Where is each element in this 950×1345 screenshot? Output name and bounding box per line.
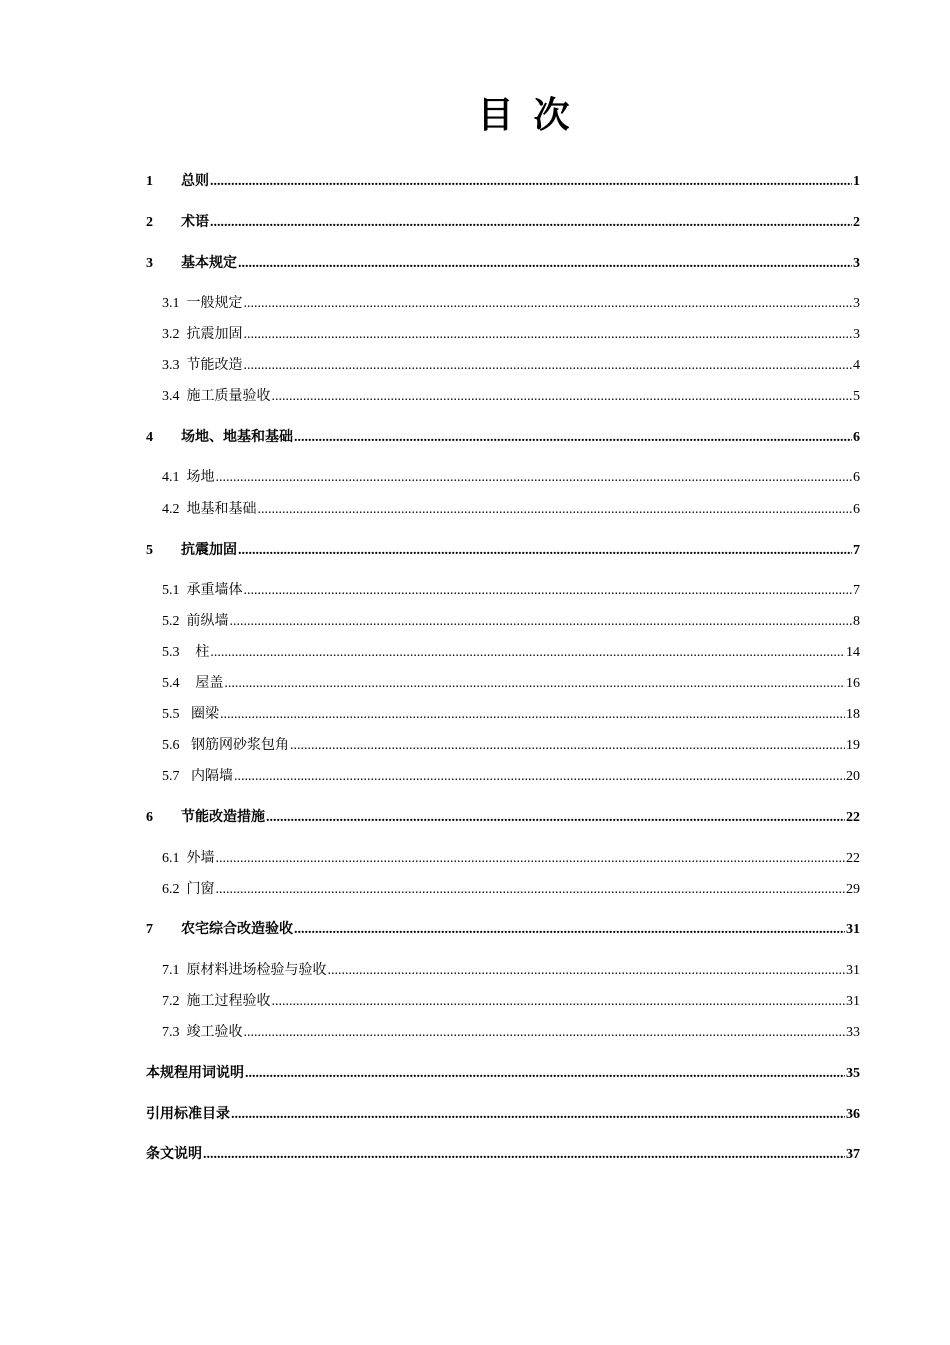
toc-entry-number: 1 <box>146 174 153 189</box>
toc-entry-number: 3.1 <box>162 296 180 311</box>
page-title-char-2: 次 <box>533 95 572 136</box>
toc-section-entry[interactable] <box>162 765 860 787</box>
toc-entry-number: 5.3 <box>162 645 180 660</box>
toc-leader-dots <box>266 807 845 829</box>
toc-entry-page-number: 35 <box>846 1066 860 1081</box>
toc-section-entry[interactable] <box>162 990 860 1012</box>
toc-leader-dots <box>216 879 846 901</box>
toc-chapter-entry[interactable] <box>146 918 860 940</box>
toc-entry-title: 钢筋网砂浆包角 <box>186 737 289 753</box>
toc-entry-page-number: 37 <box>846 1147 860 1162</box>
toc-entry-page-number: 19 <box>846 738 860 753</box>
toc-leader-dots <box>216 848 846 870</box>
toc-section-entry[interactable] <box>162 354 860 376</box>
toc-entry-number: 7.2 <box>162 994 180 1009</box>
toc-entry-number: 3.4 <box>162 389 180 404</box>
toc-entry-title: 抗震加固 <box>181 542 237 558</box>
toc-chapter-entry[interactable] <box>146 1103 860 1125</box>
toc-leader-dots <box>272 386 853 408</box>
toc-entry-number: 7.1 <box>162 963 180 978</box>
toc-entry-title: 条文说明 <box>146 1146 202 1162</box>
toc-entry-title: 原材料进场检验与验收 <box>186 962 327 978</box>
toc-entry-title: 圈梁 <box>186 706 219 722</box>
toc-entry-page-number: 7 <box>853 583 860 598</box>
toc-entry-number: 5.4 <box>162 676 180 691</box>
toc-section-entry[interactable] <box>162 610 860 632</box>
toc-entry-title: 屋盖 <box>186 675 224 691</box>
toc-section-entry[interactable] <box>162 641 860 663</box>
toc-section-entry[interactable] <box>162 734 860 756</box>
toc-leader-dots <box>238 253 852 275</box>
toc-leader-dots <box>230 611 853 633</box>
toc-entry-page-number: 7 <box>853 543 860 558</box>
toc-leader-dots <box>231 1104 845 1126</box>
toc-entry-page-number: 3 <box>853 327 860 342</box>
toc-leader-dots <box>244 1022 846 1044</box>
toc-section-entry[interactable] <box>162 1021 860 1043</box>
toc-entry-page-number: 6 <box>853 470 860 485</box>
toc-section-entry[interactable] <box>162 385 860 407</box>
toc-section-entry[interactable] <box>162 466 860 488</box>
toc-section-entry[interactable] <box>162 292 860 314</box>
toc-leader-dots <box>245 1063 845 1085</box>
toc-leader-dots <box>224 673 845 695</box>
toc-leader-dots <box>216 467 853 489</box>
toc-entry-page-number: 18 <box>846 707 860 722</box>
toc-entry-title: 术语 <box>181 214 209 230</box>
toc-entry-title: 柱 <box>186 644 210 660</box>
toc-entry-title: 节能改造措施 <box>181 809 265 825</box>
toc-chapter-entry[interactable] <box>146 1143 860 1165</box>
toc-leader-dots <box>234 766 845 788</box>
toc-leader-dots <box>244 293 853 315</box>
toc-leader-dots <box>290 735 845 757</box>
toc-leader-dots <box>244 355 853 377</box>
toc-entry-title: 施工过程验收 <box>186 993 271 1009</box>
toc-entry-number: 5.7 <box>162 769 180 784</box>
toc-entry-page-number: 1 <box>853 174 860 189</box>
toc-entry-number: 5.6 <box>162 738 180 753</box>
toc-entry-page-number: 31 <box>846 922 860 937</box>
toc-entry-number: 7.3 <box>162 1025 180 1040</box>
toc-section-entry[interactable] <box>162 579 860 601</box>
toc-leader-dots <box>210 212 852 234</box>
toc-entry-title: 场地、地基和基础 <box>181 429 293 445</box>
toc-entry-page-number: 2 <box>853 215 860 230</box>
toc-leader-dots <box>258 499 853 521</box>
toc-entry-title: 基本规定 <box>181 255 237 271</box>
toc-entry-page-number: 6 <box>853 502 860 517</box>
toc-entry-number: 2 <box>146 215 153 230</box>
toc-chapter-entry[interactable] <box>146 539 860 561</box>
toc-entry-title: 抗震加固 <box>186 326 243 342</box>
toc-entry-page-number: 3 <box>853 256 860 271</box>
toc-entry-title: 内隔墙 <box>186 768 233 784</box>
toc-leader-dots <box>210 642 845 664</box>
toc-entry-title: 施工质量验收 <box>186 388 271 404</box>
toc-entry-number: 6.1 <box>162 851 180 866</box>
toc-entry-title: 前纵墙 <box>186 613 229 629</box>
toc-entry-number: 3.3 <box>162 358 180 373</box>
toc-entry-page-number: 3 <box>853 296 860 311</box>
toc-entry-page-number: 31 <box>846 963 860 978</box>
toc-entry-page-number: 22 <box>846 851 860 866</box>
toc-section-entry[interactable] <box>162 847 860 869</box>
toc-entry-number: 6.2 <box>162 882 180 897</box>
toc-entry-title: 门窗 <box>186 881 215 897</box>
toc-entry-title: 竣工验收 <box>186 1024 243 1040</box>
toc-entry-page-number: 36 <box>846 1107 860 1122</box>
page-title-char-1: 目 <box>477 95 516 136</box>
toc-entry-page-number: 20 <box>846 769 860 784</box>
toc-entry-title: 承重墙体 <box>186 582 243 598</box>
toc-entry-number: 3 <box>146 256 153 271</box>
toc-entry-title: 外墙 <box>186 850 215 866</box>
toc-entry-page-number: 8 <box>853 614 860 629</box>
toc-entry-number: 6 <box>146 810 153 825</box>
toc-leader-dots <box>328 960 846 982</box>
toc-entry-title: 农宅综合改造验收 <box>181 921 293 937</box>
toc-entry-title: 节能改造 <box>186 357 243 373</box>
toc-entry-number: 3.2 <box>162 327 180 342</box>
toc-entry-number: 5.5 <box>162 707 180 722</box>
toc-leader-dots <box>203 1144 845 1166</box>
toc-section-entry[interactable] <box>162 323 860 345</box>
toc-entry-number: 5.1 <box>162 583 180 598</box>
toc-entry-number: 5 <box>146 543 153 558</box>
toc-entry-number: 4 <box>146 430 153 445</box>
toc-entry-number: 5.2 <box>162 614 180 629</box>
toc-section-entry[interactable] <box>162 959 860 981</box>
toc-entry-number: 7 <box>146 922 153 937</box>
toc-entry-page-number: 31 <box>846 994 860 1009</box>
toc-leader-dots <box>272 991 846 1013</box>
toc-leader-dots <box>294 427 852 449</box>
toc-entry-page-number: 29 <box>846 882 860 897</box>
toc-chapter-entry[interactable] <box>146 1062 860 1084</box>
toc-leader-dots <box>244 324 853 346</box>
toc-entry-page-number: 5 <box>853 389 860 404</box>
toc-entry-title: 一般规定 <box>186 295 243 311</box>
toc-entry-title: 引用标准目录 <box>146 1106 230 1122</box>
toc-chapter-entry[interactable] <box>146 211 860 233</box>
toc-entry-page-number: 14 <box>846 645 860 660</box>
toc-leader-dots <box>244 580 853 602</box>
toc-entry-page-number: 33 <box>846 1025 860 1040</box>
toc-leader-dots <box>294 919 845 941</box>
toc-leader-dots <box>220 704 845 726</box>
toc-leader-dots <box>238 540 852 562</box>
toc-entry-page-number: 6 <box>853 430 860 445</box>
toc-section-entry[interactable] <box>162 498 860 520</box>
toc-entry-title: 地基和基础 <box>186 501 257 517</box>
toc-chapter-entry[interactable] <box>146 170 860 192</box>
toc-entry-title: 总则 <box>181 173 209 189</box>
toc-entry-number: 4.2 <box>162 502 180 517</box>
toc-chapter-entry[interactable] <box>146 252 860 274</box>
toc-leader-dots <box>210 171 852 193</box>
toc-section-entry[interactable] <box>162 672 860 694</box>
toc-entry-page-number: 22 <box>846 810 860 825</box>
toc-chapter-entry[interactable] <box>146 806 860 828</box>
toc-entry-page-number: 4 <box>853 358 860 373</box>
toc-section-entry[interactable] <box>162 878 860 900</box>
toc-entry-page-number: 16 <box>846 676 860 691</box>
toc-entry-title: 场地 <box>186 469 215 485</box>
toc-entry-title: 本规程用词说明 <box>146 1065 244 1081</box>
toc-section-entry[interactable] <box>162 703 860 725</box>
toc-chapter-entry[interactable] <box>146 426 860 448</box>
toc-entry-number: 4.1 <box>162 470 180 485</box>
